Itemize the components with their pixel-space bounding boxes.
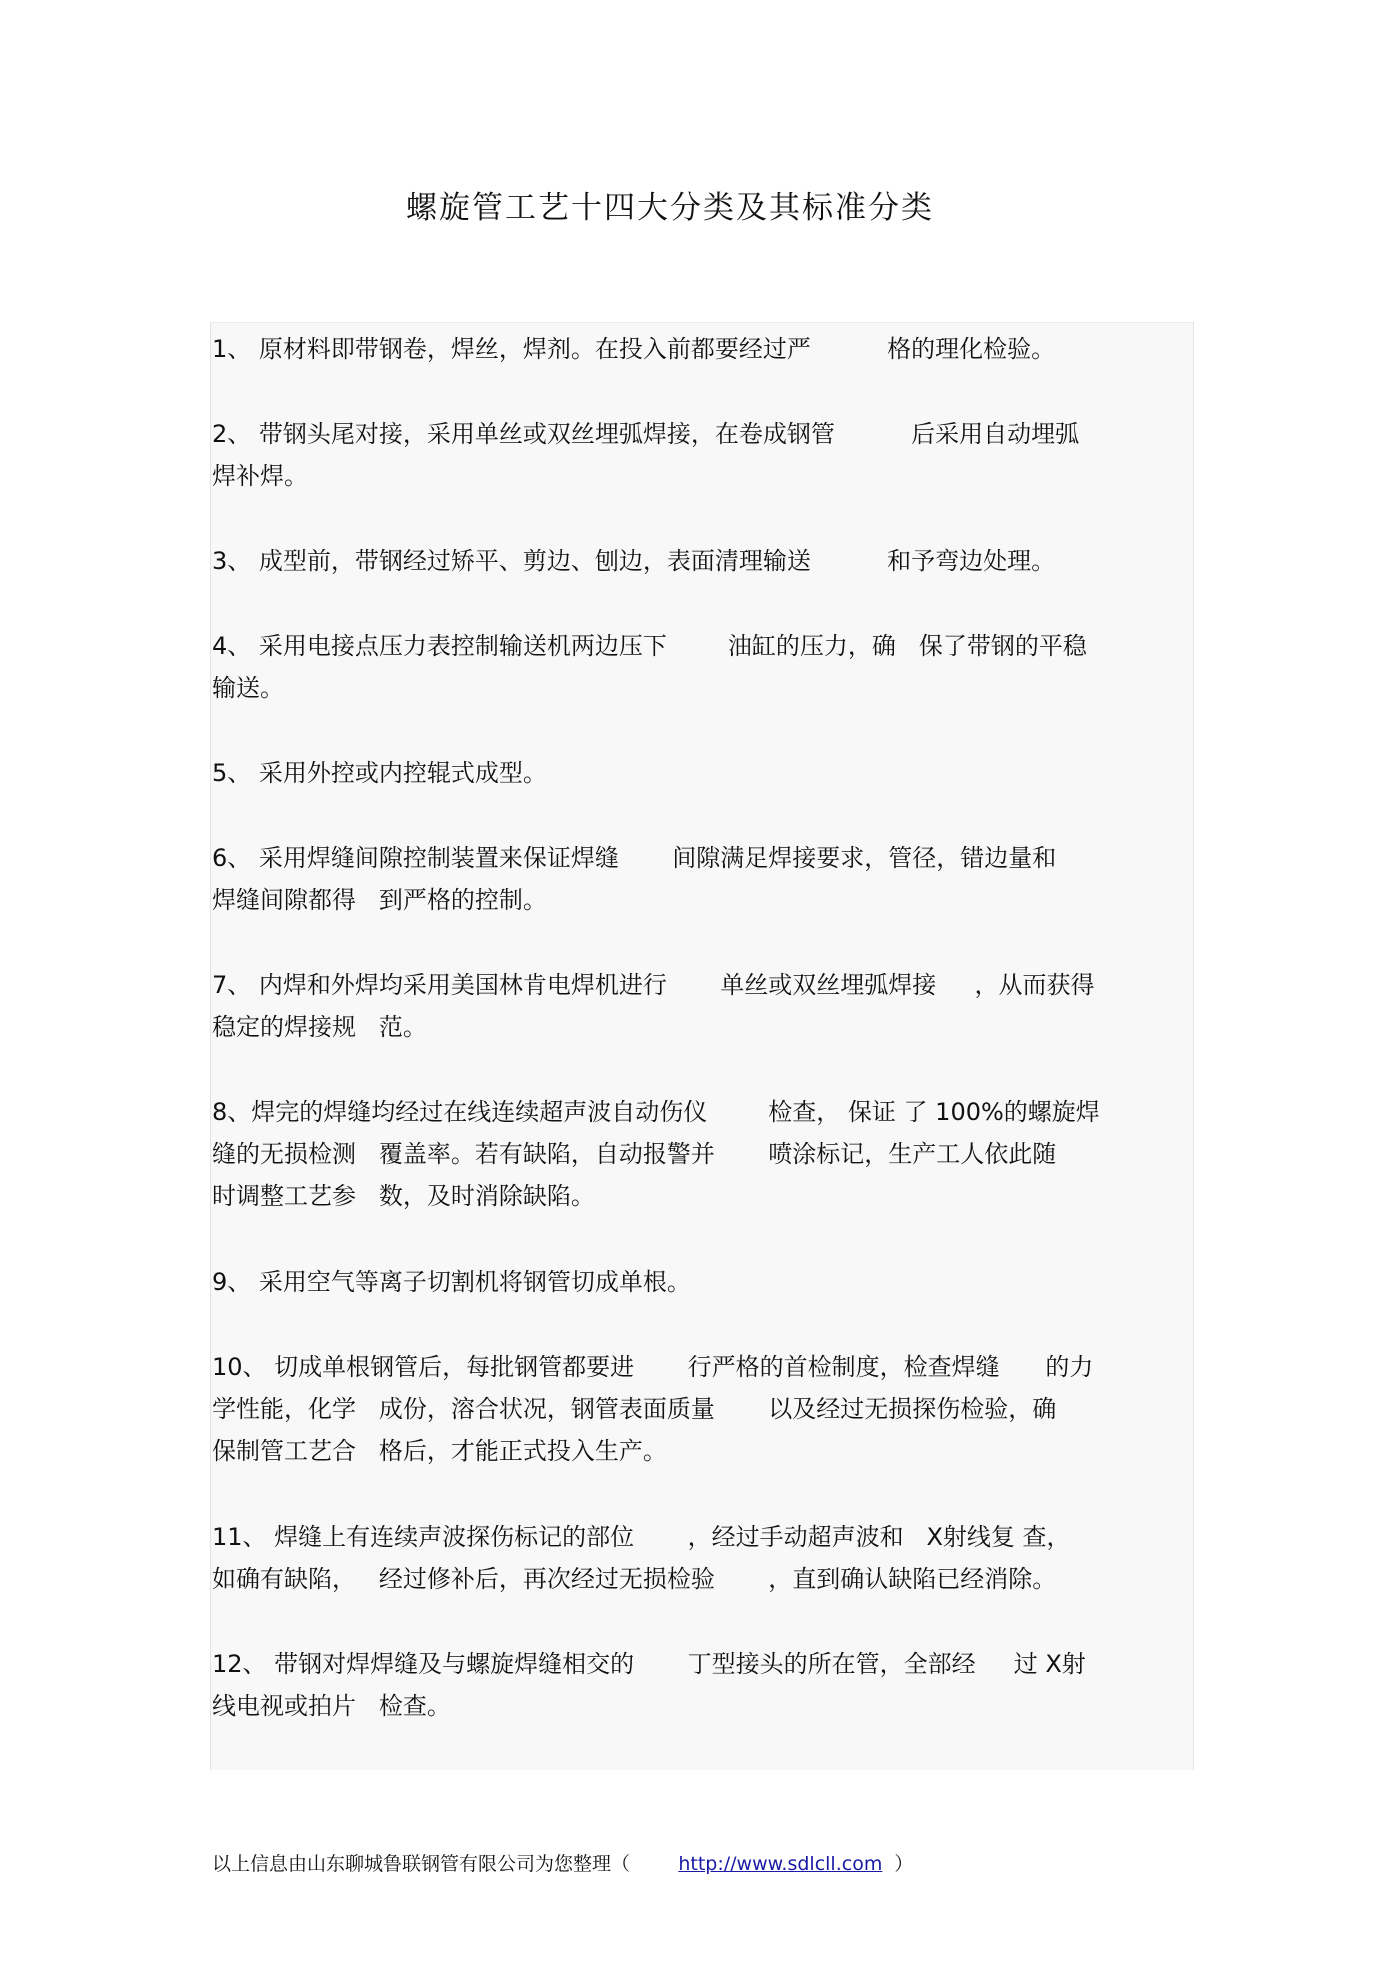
process-item-line: 如确有缺陷， 经过修补后，再次经过无损检验 ，直到确认缺陷已经消除。	[212, 1565, 1057, 1593]
process-item-line: 6、 采用焊缝间隙控制装置来保证焊缝 间隙满足焊接要求，管径，错边量和	[212, 844, 1057, 872]
process-item	[212, 964, 1192, 1048]
process-item	[212, 1261, 1192, 1303]
process-item-line: 线电视或拍片 检查。	[212, 1692, 451, 1720]
process-item	[212, 625, 1192, 709]
footer-close: ）	[894, 1853, 914, 1875]
process-item-line: 1、 原材料即带钢卷，焊丝，焊剂。在投入前都要经过严 格的理化检验。	[212, 335, 1056, 363]
process-item	[212, 540, 1192, 582]
footer-link[interactable]: http://www.sdlcll.com	[678, 1853, 883, 1875]
process-item-line: 12、 带钢对焊焊缝及与螺旋焊缝相交的 丁型接头的所在管，全部经 过 X射	[212, 1650, 1086, 1678]
process-item-line: 3、 成型前，带钢经过矫平、剪边、刨边，表面清理输送 和予弯边处理。	[212, 547, 1056, 575]
process-item-line: 5、 采用外控或内控辊式成型。	[212, 759, 547, 787]
process-item-line: 10、 切成单根钢管后，每批钢管都要进 行严格的首检制度，检查焊缝 的力	[212, 1353, 1094, 1381]
process-item-line: 稳定的焊接规 范。	[212, 1013, 427, 1041]
process-item	[212, 752, 1192, 794]
process-item-line: 学性能，化学 成份，溶合状况，钢管表面质量 以及经过无损探伤检验，确	[212, 1395, 1057, 1423]
process-item-line: 11、 焊缝上有连续声波探伤标记的部位 ，经过手动超声波和 X射线复 查，	[212, 1523, 1071, 1551]
process-item	[212, 1516, 1192, 1600]
process-item-line: 焊补焊。	[212, 462, 308, 490]
process-item	[212, 328, 1192, 370]
process-item-line: 缝的无损检测 覆盖率。若有缺陷，自动报警并 喷涂标记，生产工人依此随	[212, 1140, 1057, 1168]
process-item-line: 输送。	[212, 674, 284, 702]
process-item-line: 2、 带钢头尾对接，采用单丝或双丝埋弧焊接，在卷成钢管 后采用自动埋弧	[212, 420, 1080, 448]
process-item-line: 4、 采用电接点压力表控制输送机两边压下 油缸的压力，确 保了带钢的平稳	[212, 632, 1087, 660]
process-item	[212, 837, 1192, 921]
process-item	[212, 1346, 1192, 1472]
process-item	[212, 1643, 1192, 1727]
footer-note	[212, 1849, 913, 1876]
process-item-line: 9、 采用空气等离子切割机将钢管切成单根。	[212, 1268, 691, 1296]
process-item-line: 保制管工艺合 格后，才能正式投入生产。	[212, 1437, 667, 1465]
process-item-line: 7、 内焊和外焊均采用美国林肯电焊机进行 单丝或双丝埋弧焊接 ，从而获得	[212, 971, 1095, 999]
footer-text: 以上信息由山东聊城鲁联钢管有限公司为您整理（	[212, 1853, 631, 1875]
process-item	[212, 413, 1192, 497]
process-item-line: 8、焊完的焊缝均经过在线连续超声波自动伤仪 检查， 保证 了 100%的螺旋焊	[212, 1098, 1100, 1126]
process-item	[212, 1091, 1192, 1217]
process-item-line: 焊缝间隙都得 到严格的控制。	[212, 886, 547, 914]
page-title: 螺旋管工艺十四大分类及其标准分类	[406, 190, 934, 226]
process-item-line: 时调整工艺参 数，及时消除缺陷。	[212, 1182, 595, 1210]
